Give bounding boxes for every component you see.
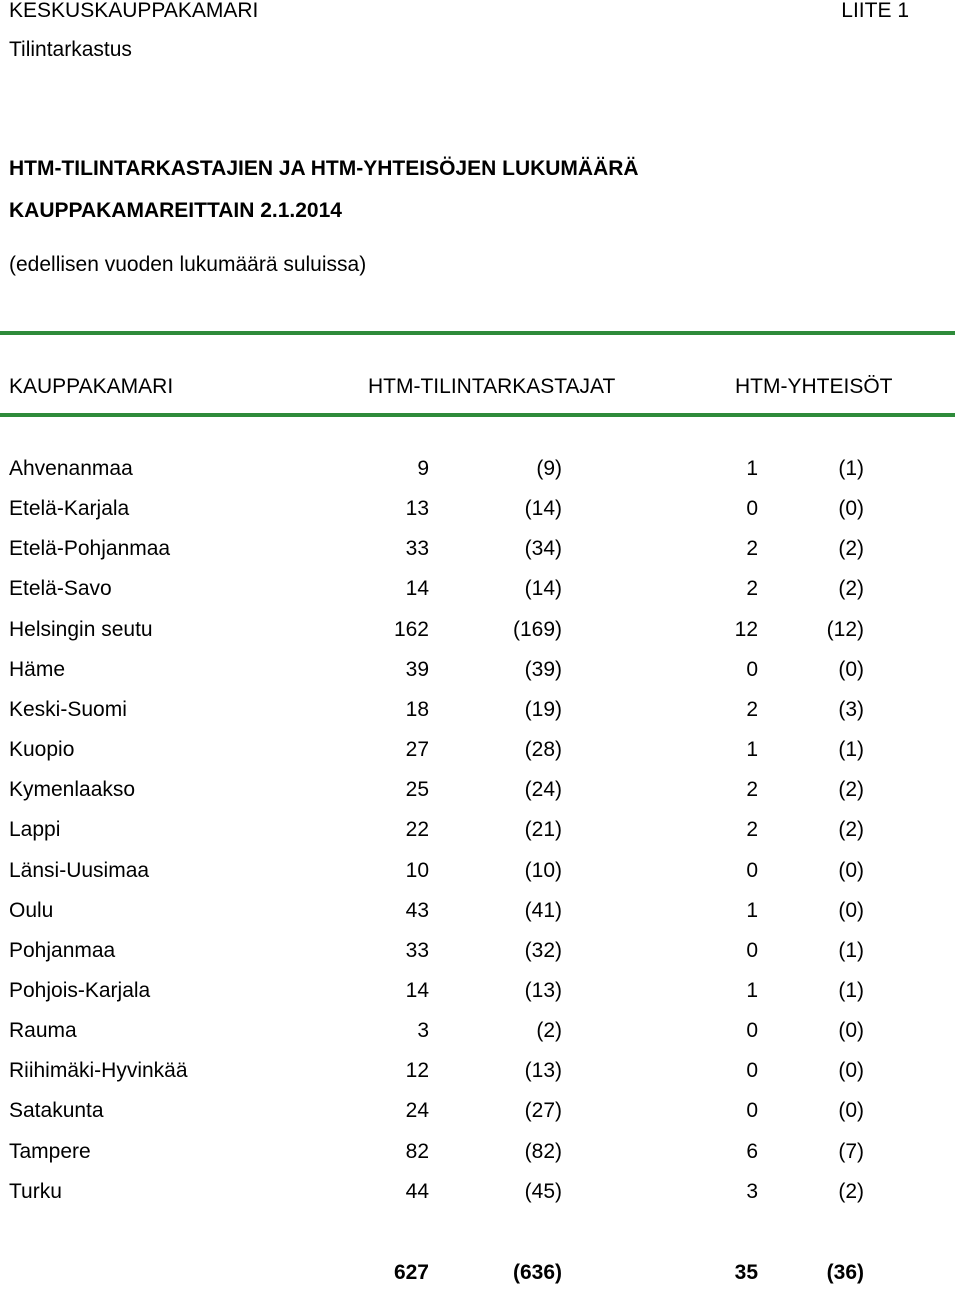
auditor-count: 27	[405, 738, 429, 761]
firm-count: 0	[746, 658, 758, 681]
chamber-name: Helsingin seutu	[9, 618, 153, 641]
chamber-name: Tampere	[9, 1140, 91, 1163]
auditor-count-prev: (13)	[524, 1059, 562, 1082]
table-row	[0, 496, 960, 536]
chamber-name: Pohjanmaa	[9, 939, 116, 962]
chamber-name: Kuopio	[9, 738, 75, 761]
firm-count-prev: (1)	[838, 979, 864, 1002]
auditor-count: 12	[405, 1059, 429, 1082]
auditor-count-prev: (169)	[512, 618, 562, 641]
auditor-count-prev: (19)	[524, 698, 562, 721]
firm-count-prev: (0)	[838, 1019, 864, 1042]
header-rule-bottom	[0, 413, 955, 417]
table-row	[0, 737, 960, 777]
table-row	[0, 697, 960, 737]
unit-name: Tilintarkastus	[9, 38, 132, 61]
firm-count-prev: (0)	[838, 1059, 864, 1082]
auditor-count-prev: (9)	[536, 457, 562, 480]
chamber-name: Rauma	[9, 1019, 77, 1042]
table-row	[0, 1018, 960, 1058]
firm-count: 6	[746, 1140, 758, 1163]
total-auditors-prev: (636)	[512, 1261, 562, 1284]
table-row	[0, 536, 960, 576]
table-row	[0, 1139, 960, 1179]
auditor-count: 10	[405, 859, 429, 882]
firm-count: 0	[746, 497, 758, 520]
table-row	[0, 898, 960, 938]
table-row	[0, 1058, 960, 1098]
firm-count: 12	[734, 618, 758, 641]
auditor-count: 18	[405, 698, 429, 721]
chamber-name: Länsi-Uusimaa	[9, 859, 150, 882]
firm-count-prev: (0)	[838, 658, 864, 681]
auditor-count: 39	[405, 658, 429, 681]
chamber-name: Etelä-Savo	[9, 577, 112, 600]
auditor-count-prev: (14)	[524, 577, 562, 600]
firm-count: 1	[746, 979, 758, 1002]
chamber-name: Pohjois-Karjala	[9, 979, 151, 1002]
chamber-name: Etelä-Pohjanmaa	[9, 537, 171, 560]
table-row	[0, 858, 960, 898]
firm-count-prev: (7)	[838, 1140, 864, 1163]
auditor-count: 43	[405, 899, 429, 922]
subtitle-note: (edellisen vuoden lukumäärä suluissa)	[9, 253, 367, 276]
auditor-count-prev: (82)	[524, 1140, 562, 1163]
auditor-count: 25	[405, 778, 429, 801]
firm-count-prev: (0)	[838, 497, 864, 520]
chamber-name: Häme	[9, 658, 66, 681]
header-rule-top	[0, 331, 955, 335]
column-header-auditors: HTM-TILINTARKASTAJAT	[368, 375, 616, 398]
firm-count-prev: (0)	[838, 899, 864, 922]
firm-count: 1	[746, 457, 758, 480]
table-row	[0, 817, 960, 857]
firm-count-prev: (1)	[838, 939, 864, 962]
auditor-count: 14	[405, 577, 429, 600]
auditor-count: 14	[405, 979, 429, 1002]
table-header	[0, 374, 960, 414]
auditor-count-prev: (10)	[524, 859, 562, 882]
attachment-label: LIITE 1	[841, 0, 909, 22]
table-row	[0, 978, 960, 1018]
firm-count: 2	[746, 577, 758, 600]
chamber-name: Oulu	[9, 899, 54, 922]
total-firms-prev: (36)	[826, 1261, 864, 1284]
auditor-count-prev: (14)	[524, 497, 562, 520]
auditor-count: 13	[405, 497, 429, 520]
auditor-count-prev: (2)	[536, 1019, 562, 1042]
auditor-count: 33	[405, 537, 429, 560]
firm-count-prev: (2)	[838, 818, 864, 841]
firm-count: 2	[746, 778, 758, 801]
auditor-count: 9	[417, 457, 429, 480]
table-row	[0, 456, 960, 496]
chamber-name: Ahvenanmaa	[9, 457, 133, 480]
auditor-count: 3	[417, 1019, 429, 1042]
firm-count-prev: (0)	[838, 859, 864, 882]
chamber-name: Turku	[9, 1180, 62, 1203]
firm-count: 2	[746, 537, 758, 560]
page-title-line2: KAUPPAKAMAREITTAIN 2.1.2014	[9, 199, 342, 222]
firm-count: 0	[746, 1019, 758, 1042]
page-title-line1: HTM-TILINTARKASTAJIEN JA HTM-YHTEISÖJEN LUKUMÄÄRÄ	[9, 157, 639, 180]
firm-count: 0	[746, 939, 758, 962]
auditor-count: 82	[405, 1140, 429, 1163]
org-name: KESKUSKAUPPAKAMARI	[9, 0, 259, 22]
firm-count: 1	[746, 738, 758, 761]
firm-count-prev: (1)	[838, 457, 864, 480]
chamber-name: Riihimäki-Hyvinkää	[9, 1059, 188, 1082]
auditor-count: 33	[405, 939, 429, 962]
totals-row	[0, 1260, 960, 1300]
firm-count-prev: (3)	[838, 698, 864, 721]
auditor-count-prev: (21)	[524, 818, 562, 841]
table-row	[0, 938, 960, 978]
table-row	[0, 1098, 960, 1138]
auditor-count: 44	[405, 1180, 429, 1203]
auditor-count: 24	[405, 1099, 429, 1122]
firm-count: 0	[746, 1059, 758, 1082]
firm-count-prev: (12)	[826, 618, 864, 641]
firm-count-prev: (2)	[838, 537, 864, 560]
firm-count-prev: (1)	[838, 738, 864, 761]
firm-count: 3	[746, 1180, 758, 1203]
total-firms: 35	[734, 1261, 758, 1284]
auditor-count-prev: (39)	[524, 658, 562, 681]
auditor-count-prev: (41)	[524, 899, 562, 922]
auditor-count-prev: (27)	[524, 1099, 562, 1122]
table-row	[0, 1179, 960, 1219]
auditor-count-prev: (45)	[524, 1180, 562, 1203]
chamber-name: Keski-Suomi	[9, 698, 127, 721]
chamber-name: Lappi	[9, 818, 61, 841]
firm-count: 0	[746, 859, 758, 882]
column-header-chamber: KAUPPAKAMARI	[9, 375, 174, 398]
firm-count-prev: (0)	[838, 1099, 864, 1122]
auditor-count-prev: (24)	[524, 778, 562, 801]
chamber-name: Etelä-Karjala	[9, 497, 130, 520]
auditor-count: 22	[405, 818, 429, 841]
auditor-count-prev: (13)	[524, 979, 562, 1002]
auditor-count-prev: (32)	[524, 939, 562, 962]
firm-count-prev: (2)	[838, 778, 864, 801]
table-row	[0, 617, 960, 657]
firm-count-prev: (2)	[838, 577, 864, 600]
firm-count: 2	[746, 698, 758, 721]
auditor-count-prev: (28)	[524, 738, 562, 761]
auditor-count: 162	[393, 618, 429, 641]
firm-count-prev: (2)	[838, 1180, 864, 1203]
table-row	[0, 576, 960, 616]
chamber-name: Kymenlaakso	[9, 778, 136, 801]
firm-count: 1	[746, 899, 758, 922]
chamber-name: Satakunta	[9, 1099, 104, 1122]
column-header-firms: HTM-YHTEISÖT	[735, 375, 893, 398]
firm-count: 2	[746, 818, 758, 841]
table-row	[0, 777, 960, 817]
auditor-count-prev: (34)	[524, 537, 562, 560]
firm-count: 0	[746, 1099, 758, 1122]
table-row	[0, 657, 960, 697]
total-auditors: 627	[393, 1261, 429, 1284]
